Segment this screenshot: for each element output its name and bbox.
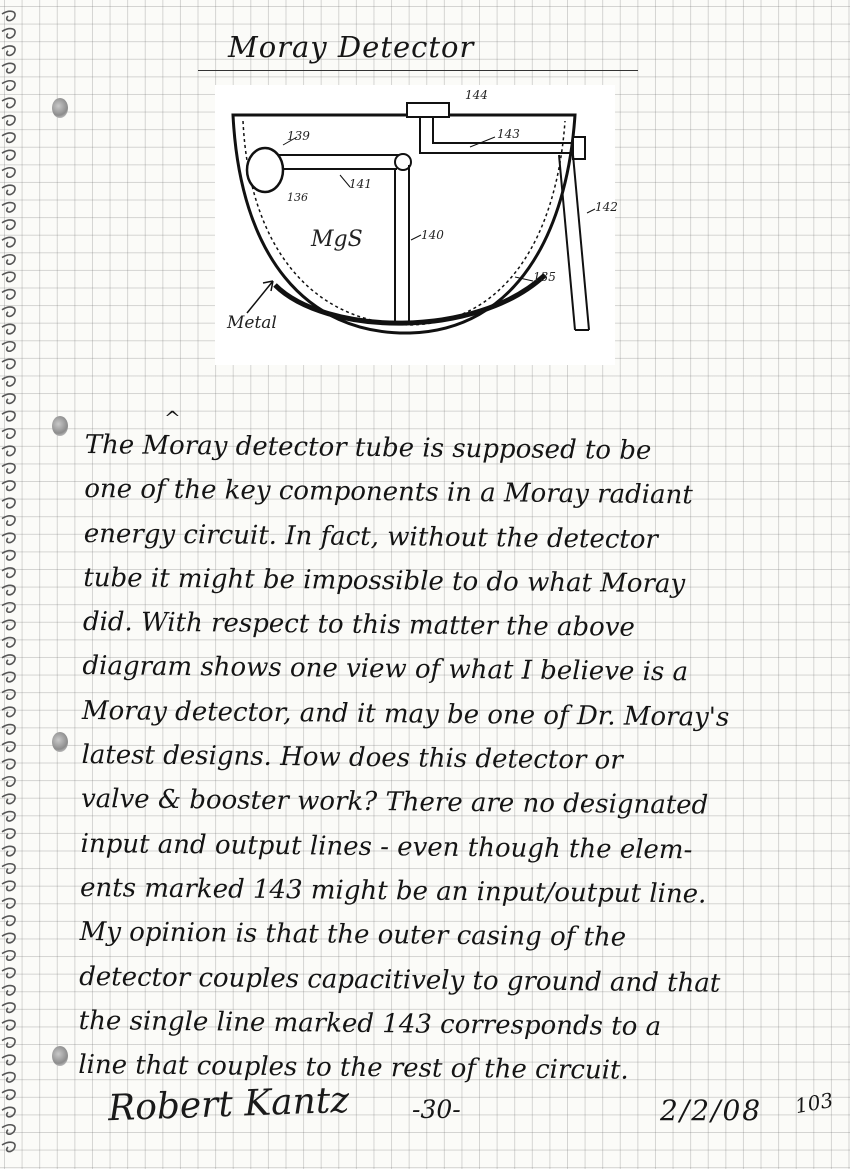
- handwritten-body: [78, 423, 785, 1095]
- body-line: did. With respect to this matter the above: [82, 607, 636, 643]
- rod-140: [395, 165, 409, 325]
- spiral-coil: [2, 899, 15, 908]
- spiral-coil: [2, 63, 15, 72]
- punch-hole: [52, 1046, 68, 1066]
- spiral-binding: [0, 0, 24, 1169]
- spiral-coil: [2, 498, 15, 507]
- label-135: 135: [533, 270, 556, 284]
- body-line: diagram shows one view of what I believe is a: [82, 651, 689, 688]
- spiral-coil: [2, 446, 15, 455]
- post-142: [573, 137, 585, 159]
- spiral-coil: [2, 220, 15, 229]
- body-line: valve & booster work? There are no designated: [80, 784, 709, 821]
- spiral-coil: [2, 620, 15, 629]
- spiral-coil: [2, 168, 15, 177]
- spiral-coil: [2, 481, 15, 490]
- cap-144: [407, 103, 449, 117]
- spiral-coil: [2, 794, 15, 803]
- spiral-coil: [2, 655, 15, 664]
- spiral-coil: [2, 707, 15, 716]
- body-line: Moray detector, and it may be one of Dr. Moray's: [81, 695, 730, 733]
- body-line: tube it might be impossible to do what Moray: [83, 562, 686, 600]
- spiral-coil: [2, 951, 15, 960]
- entry-date: 2/2/08: [660, 1094, 763, 1127]
- spiral-coil: [2, 777, 15, 786]
- spiral-coil: [2, 742, 15, 751]
- spiral-coil: [2, 272, 15, 281]
- spiral-coil: [2, 638, 15, 647]
- corner-number: 103: [793, 1087, 835, 1119]
- body-line: My opinion is that the outer casing of the: [79, 917, 627, 953]
- insertion-caret: ^: [164, 406, 181, 430]
- body-line: energy circuit. In fact, without the detector: [83, 518, 659, 555]
- spiral-coil: [2, 916, 15, 925]
- spiral-coil: [2, 533, 15, 542]
- spiral-coil: [2, 133, 15, 142]
- spiral-coil: [2, 1090, 15, 1099]
- spiral-coil: [2, 1055, 15, 1064]
- body-line: detector couples capacitively to ground and that: [79, 961, 721, 999]
- spiral-coil: [2, 290, 15, 299]
- spiral-coil: [2, 968, 15, 977]
- body-line: line that couples to the rest of the circuit.: [78, 1050, 629, 1086]
- spiral-coil: [2, 255, 15, 264]
- spiral-coil: [2, 568, 15, 577]
- label-mgs: MgS: [311, 227, 363, 252]
- punch-hole: [52, 98, 68, 118]
- spiral-coil: [2, 46, 15, 55]
- body-line: latest designs. How does this detector or: [81, 740, 623, 776]
- spiral-coil: [2, 725, 15, 734]
- spiral-coil: [2, 933, 15, 942]
- spiral-coil: [2, 116, 15, 125]
- label-140: 140: [421, 228, 444, 242]
- author-signature: Robert Kantz: [107, 1079, 350, 1130]
- spiral-coil: [2, 1020, 15, 1029]
- spiral-coil: [2, 11, 15, 20]
- spiral-coil: [2, 237, 15, 246]
- body-line: input and output lines - even though the elem-: [80, 828, 693, 866]
- label-metal: Metal: [227, 313, 277, 333]
- spiral-coil: [2, 377, 15, 386]
- spiral-coil: [2, 986, 15, 995]
- spiral-coil: [2, 1038, 15, 1047]
- body-line: ents marked 143 might be an input/output line.: [79, 872, 707, 910]
- spiral-coil: [2, 29, 15, 38]
- spiral-coil: [2, 203, 15, 212]
- page-title: Moray Detector: [228, 30, 475, 64]
- spiral-coil: [2, 307, 15, 316]
- spiral-coil: [2, 516, 15, 525]
- spiral-coil: [2, 150, 15, 159]
- spiral-coil: [2, 846, 15, 855]
- label-142: 142: [595, 200, 618, 214]
- spiral-coil: [2, 429, 15, 438]
- spiral-coil: [2, 81, 15, 90]
- metal-arrow: [247, 281, 273, 313]
- spiral-coil: [2, 829, 15, 838]
- spiral-coil: [2, 342, 15, 351]
- spiral-coil: [2, 185, 15, 194]
- spiral-coil: [2, 1107, 15, 1116]
- spiral-coil: [2, 1073, 15, 1082]
- spiral-coil: [2, 864, 15, 873]
- punch-hole: [52, 416, 68, 436]
- body-line: one of the key components in a Moray radiant: [84, 474, 693, 511]
- bowl-outer-casing: [233, 115, 575, 333]
- body-line: The Moray detector tube is supposed to be: [84, 429, 652, 466]
- spiral-coil: [2, 603, 15, 612]
- spiral-coil: [2, 690, 15, 699]
- tube-141: [275, 155, 407, 169]
- spiral-coil: [2, 759, 15, 768]
- spiral-coil: [2, 324, 15, 333]
- label-139: 139: [287, 129, 310, 143]
- spiral-coil: [2, 394, 15, 403]
- spiral-coil: [2, 551, 15, 560]
- spiral-coil: [2, 1142, 15, 1151]
- label-144: 144: [465, 88, 488, 102]
- label-136: 136: [287, 191, 308, 204]
- title-underline: [198, 70, 638, 71]
- punch-hole: [52, 732, 68, 752]
- body-line: the single line marked 143 corresponds to a: [78, 1005, 662, 1042]
- spiral-coil: [2, 672, 15, 681]
- spiral-coil: [2, 1125, 15, 1134]
- spiral-coil: [2, 464, 15, 473]
- spiral-coil: [2, 411, 15, 420]
- spiral-coil: [2, 585, 15, 594]
- spiral-coil: [2, 1003, 15, 1012]
- label-141: 141: [349, 177, 372, 191]
- element-139: [247, 148, 283, 192]
- spiral-coil: [2, 98, 15, 107]
- page-number: -30-: [412, 1095, 461, 1124]
- spiral-coil: [2, 359, 15, 368]
- moray-detector-diagram: [215, 85, 618, 365]
- spiral-coil: [2, 812, 15, 821]
- label-143: 143: [497, 127, 520, 141]
- spiral-coil: [2, 881, 15, 890]
